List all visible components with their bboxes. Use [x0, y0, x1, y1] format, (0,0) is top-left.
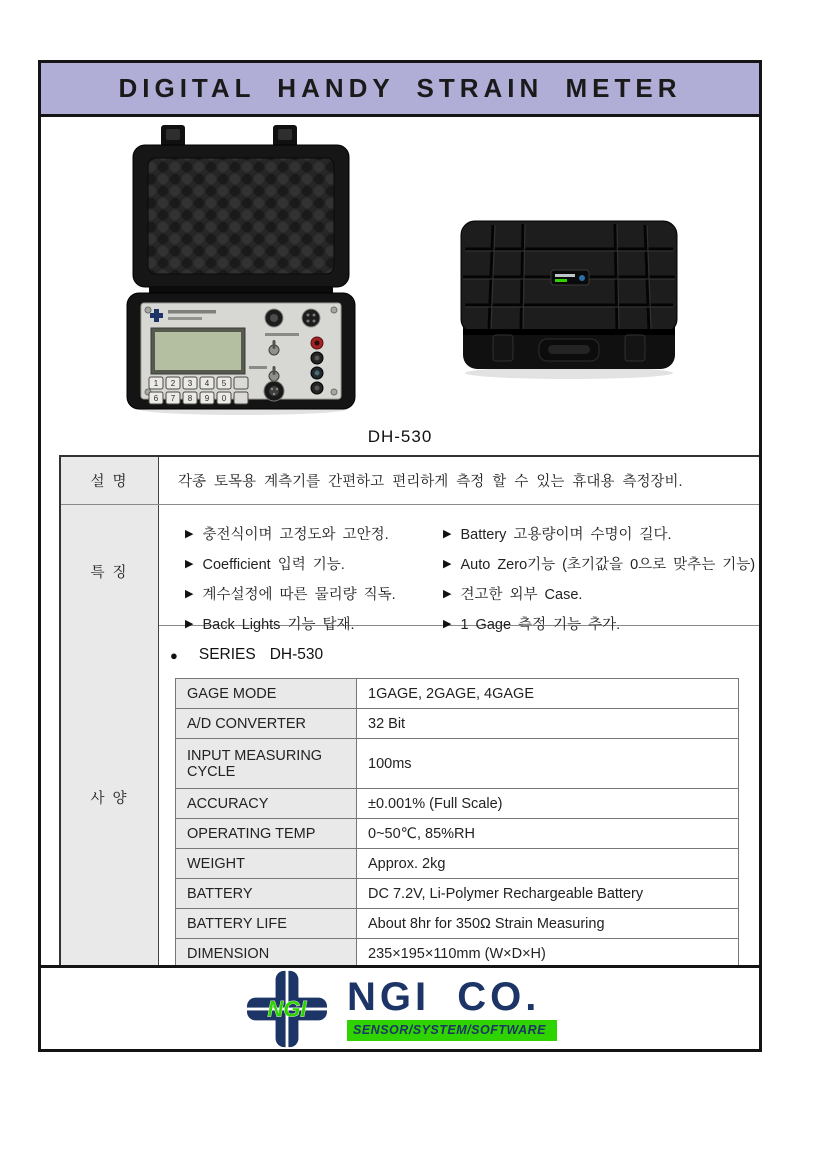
spec-name: A/D CONVERTER [176, 709, 357, 739]
triangle-bullet-icon: ▶ [185, 557, 194, 570]
spec-name: ACCURACY [176, 789, 357, 819]
triangle-bullet-icon: ▶ [185, 527, 194, 540]
feature-item [185, 548, 443, 578]
triangle-bullet-icon: ▶ [443, 617, 452, 630]
spec-value: About 8hr for 350Ω Strain Measuring [357, 909, 739, 939]
ngi-cross-logo-icon [243, 969, 331, 1049]
key-5: 5 [221, 379, 227, 388]
spec-row [176, 849, 739, 879]
key-3: 3 [187, 379, 193, 388]
spec-row [176, 819, 739, 849]
series-model: DH-530 [269, 646, 324, 663]
triangle-bullet-icon: ▶ [185, 587, 194, 600]
round-connector-icon [264, 381, 284, 401]
spec-table [175, 678, 739, 969]
spec-row [176, 739, 739, 789]
feature-text: Back Lights 기능 탑재. [202, 616, 355, 633]
triangle-bullet-icon: ▶ [443, 557, 452, 570]
features-right-column [443, 518, 759, 638]
company-tagline: SENSOR/SYSTEM/SOFTWARE [353, 1022, 546, 1037]
page-title: DIGITAL HANDY STRAIN METER [118, 73, 682, 103]
feature-item [185, 518, 443, 548]
open-case-photo [121, 125, 366, 417]
feature-text: Battery 고용량이며 수명이 길다. [460, 526, 672, 543]
circle-bullet-icon: ● [170, 647, 178, 663]
case-handle [539, 339, 599, 361]
series-label: SERIES [198, 646, 256, 663]
specs-label: 사 양 [61, 626, 159, 969]
model-caption: DH-530 [367, 427, 433, 446]
spec-row [176, 679, 739, 709]
lcd-display [151, 328, 245, 374]
specs-row [61, 626, 759, 967]
key-1: 1 [153, 379, 159, 388]
panel-label [265, 333, 299, 336]
product-photo-section [41, 117, 759, 455]
feature-text: 계수설정에 따른 물리량 직독. [202, 586, 396, 603]
spec-name: BATTERY [176, 879, 357, 909]
spec-name: OPERATING TEMP [176, 819, 357, 849]
feature-item [443, 518, 759, 548]
ngi-mark-text: NGI [267, 996, 307, 1022]
triangle-bullet-icon: ▶ [185, 617, 194, 630]
spec-name: BATTERY LIFE [176, 909, 357, 939]
spec-name: WEIGHT [176, 849, 357, 879]
spec-value: Approx. 2kg [357, 849, 739, 879]
features-row [61, 505, 759, 633]
feature-text: 충전식이며 고정도와 고안정. [202, 526, 389, 543]
series-heading [170, 646, 759, 664]
spec-row [176, 939, 739, 969]
description-text: 각종 토목용 계측기를 간편하고 편리하게 측정 할 수 있는 휴대용 측정장비. [178, 474, 683, 490]
feature-text: 견고한 외부 Case. [460, 586, 583, 603]
triangle-bullet-icon: ▶ [443, 587, 452, 600]
datasheet-frame [38, 60, 762, 1052]
spec-row [176, 879, 739, 909]
spec-value: 1GAGE, 2GAGE, 4GAGE [357, 679, 739, 709]
feature-item [185, 578, 443, 608]
spec-value: 100ms [357, 739, 739, 789]
spec-row [176, 789, 739, 819]
features-label: 특 징 [61, 505, 159, 638]
key-9: 9 [204, 394, 210, 403]
case-lid-foam [133, 145, 349, 287]
spec-name: GAGE MODE [176, 679, 357, 709]
tagline-bar [347, 1020, 557, 1041]
key-7: 7 [170, 394, 176, 403]
key-6: 6 [153, 394, 159, 403]
key-4: 4 [204, 379, 210, 388]
spec-row [176, 909, 739, 939]
description-label: 설 명 [61, 457, 159, 504]
spec-value: 0~50℃, 85%RH [357, 819, 739, 849]
closed-case-photo [449, 215, 689, 383]
spec-name: DIMENSION [176, 939, 357, 969]
spec-name: INPUT MEASURING CYCLE [176, 739, 357, 789]
spec-row [176, 709, 739, 739]
mode-label [249, 366, 267, 369]
info-table [59, 455, 759, 967]
spec-value: DC 7.2V, Li-Polymer Rechargeable Battery [357, 879, 739, 909]
features-left-column [185, 518, 443, 638]
spec-value: ±0.001% (Full Scale) [357, 789, 739, 819]
key-0: 0 [221, 394, 227, 403]
feature-text: 1 Gage 측정 기능 추가. [460, 616, 621, 633]
feature-item [443, 548, 759, 578]
spec-value: 235×195×110mm (W×D×H) [357, 939, 739, 969]
feature-text: Coefficient 입력 기능. [202, 556, 345, 573]
key-2: 2 [170, 379, 176, 388]
triangle-bullet-icon: ▶ [443, 527, 452, 540]
case-lid-label [551, 270, 589, 285]
key-8: 8 [187, 394, 193, 403]
description-row [61, 457, 759, 505]
spec-value: 32 Bit [357, 709, 739, 739]
title-bar [41, 63, 759, 117]
company-name: NGI CO. [347, 974, 541, 1019]
company-logotype [347, 974, 557, 1041]
feature-item [443, 578, 759, 608]
feature-text: Auto Zero기능 (초기값을 0으로 맞추는 기능) [460, 556, 756, 573]
footer-logo-section [41, 965, 759, 1049]
